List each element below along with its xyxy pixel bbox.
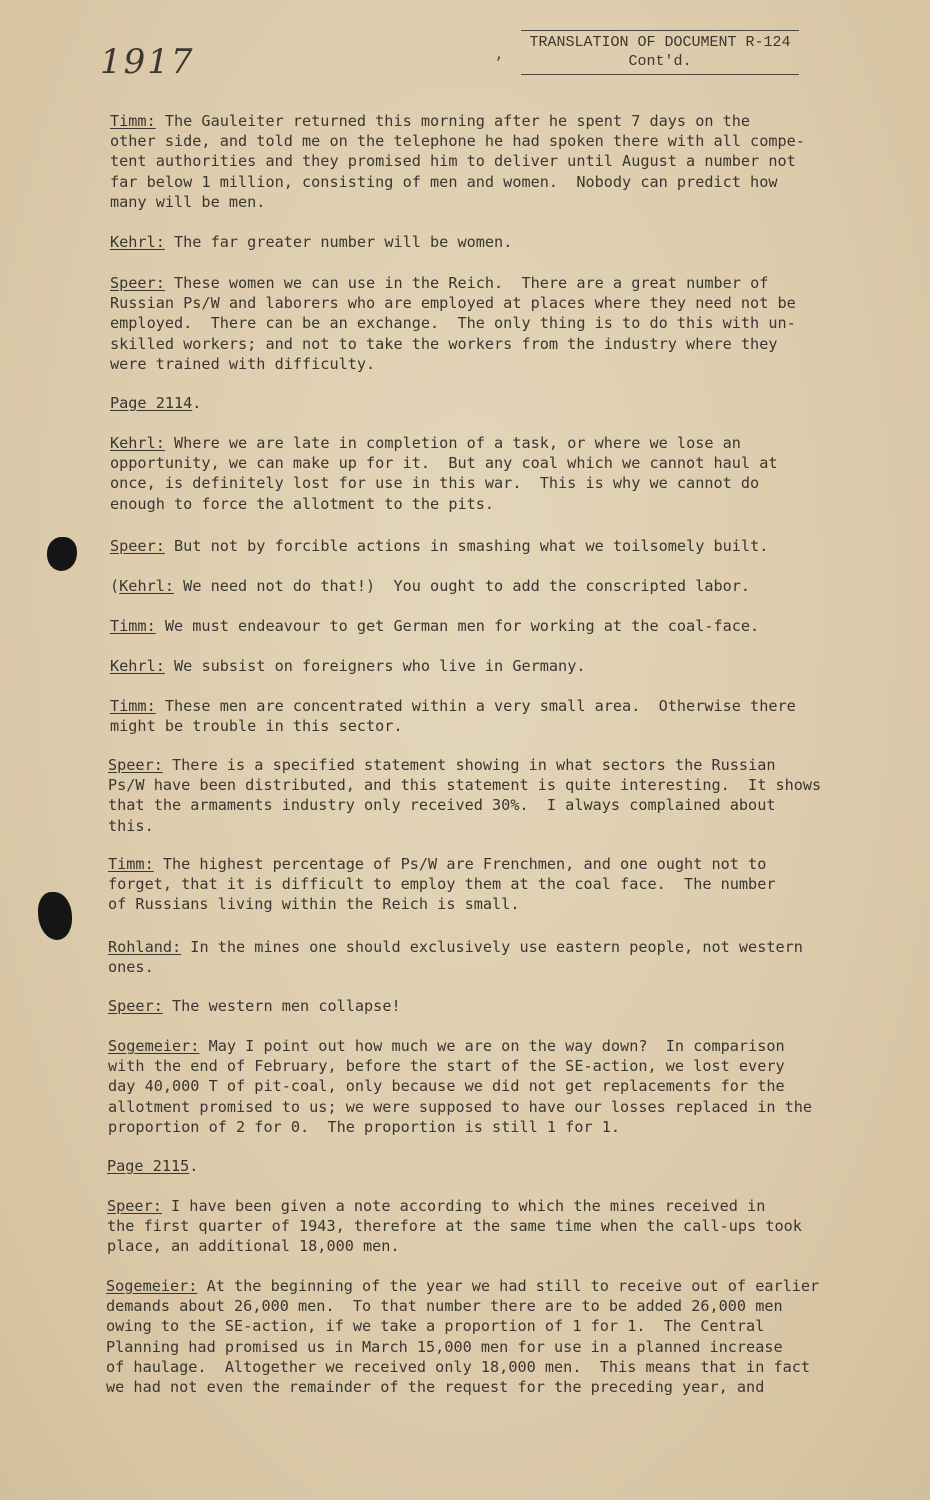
transcript-paragraph bbox=[108, 854, 776, 915]
line-text: with the end of February, before the start of the SE-action, we lost every bbox=[108, 1057, 785, 1076]
line-text: The far greater number will be women. bbox=[164, 233, 513, 251]
paragraph-line bbox=[108, 795, 821, 815]
paragraph-line bbox=[110, 716, 796, 736]
line-text: once, is definitely lost for use in this war. This is why we cannot do bbox=[110, 474, 760, 493]
paragraph-line bbox=[110, 576, 750, 596]
paragraph-line bbox=[108, 957, 803, 977]
line-text: other side, and told me on the telephone he had spoken there with all compe- bbox=[110, 132, 805, 151]
transcript-paragraph bbox=[110, 536, 768, 556]
line-text: allotment promised to us; we were supposed to have our losses replaced in the bbox=[108, 1097, 813, 1116]
paragraph-line bbox=[110, 273, 796, 293]
paragraph-line bbox=[108, 1097, 812, 1117]
line-text: Where we are late in completion of a task, or where we lose an bbox=[164, 434, 741, 452]
transcript-paragraph bbox=[110, 232, 512, 252]
transcript-paragraph bbox=[108, 937, 803, 977]
speaker-name: Kehrl: bbox=[119, 577, 175, 595]
line-text: Ps/W have been distributed, and this statement is quite interesting. It shows bbox=[108, 776, 822, 795]
line-text: place, an additional 18,000 men. bbox=[107, 1237, 400, 1256]
speaker-name: Timm: bbox=[110, 112, 156, 130]
paragraph-line bbox=[110, 656, 585, 676]
transcript-paragraph bbox=[108, 755, 821, 836]
paragraph-line bbox=[110, 192, 805, 212]
transcript-paragraph bbox=[110, 273, 796, 374]
paragraph-line bbox=[110, 473, 778, 493]
speaker-name: Speer: bbox=[108, 997, 163, 1015]
header-subtitle: Cont'd. bbox=[628, 53, 692, 70]
ink-mark: , bbox=[494, 44, 504, 63]
transcript-paragraph bbox=[110, 433, 778, 514]
line-text: The Gauleiter returned this morning after he spent 7 days on the bbox=[155, 112, 751, 130]
transcript-paragraph bbox=[107, 1156, 198, 1176]
line-text: I have been given a note according to which the mines received in bbox=[161, 1197, 766, 1215]
line-text: employed. There can be an exchange. The only thing is to do this with un- bbox=[110, 314, 796, 333]
line-text: . bbox=[189, 1157, 199, 1175]
transcript-paragraph bbox=[110, 111, 805, 212]
paragraph-line bbox=[110, 111, 805, 131]
transcript-paragraph bbox=[110, 393, 201, 413]
paragraph-line bbox=[106, 1276, 819, 1296]
line-text: tent authorities and they promised him to deliver until August a number not bbox=[110, 152, 796, 171]
paragraph-line bbox=[108, 775, 821, 795]
paragraph-line bbox=[107, 1156, 198, 1176]
paragraph-line bbox=[108, 874, 776, 894]
line-text: we had not even the remainder of the request for the preceding year, and bbox=[106, 1378, 765, 1397]
line-text: These women we can use in the Reich. There are a great number of bbox=[164, 274, 769, 292]
transcript-paragraph bbox=[107, 1196, 802, 1257]
line-text: this. bbox=[108, 816, 154, 835]
speaker-name: Speer: bbox=[110, 274, 165, 292]
paragraph-line bbox=[107, 1196, 802, 1216]
line-text: skilled workers; and not to take the workers from the industry where they bbox=[110, 334, 778, 353]
speaker-name: Rohland: bbox=[108, 938, 182, 956]
paragraph-line bbox=[108, 1036, 812, 1056]
line-text: opportunity, we can make up for it. But any coal which we cannot haul at bbox=[110, 454, 778, 473]
line-text: But not by forcible actions in smashing what we toilsomely built. bbox=[164, 537, 769, 555]
speaker-name: Timm: bbox=[108, 855, 154, 873]
paragraph-line bbox=[106, 1316, 819, 1336]
paragraph-line bbox=[110, 232, 512, 252]
speaker-name: Kehrl: bbox=[110, 233, 165, 251]
line-text: of Russians living within the Reich is small. bbox=[108, 895, 520, 914]
punch-hole bbox=[38, 892, 72, 940]
line-text: day 40,000 T of pit-coal, only because we did not get replacements for the bbox=[108, 1077, 785, 1096]
paragraph-line bbox=[108, 816, 821, 836]
handwritten-page-number: 1917 bbox=[100, 42, 195, 82]
paragraph-line bbox=[108, 1117, 812, 1137]
paren-prefix: ( bbox=[110, 577, 120, 595]
transcript-paragraph bbox=[106, 1276, 819, 1397]
line-text: Russian Ps/W and laborers who are employed at places where they need not be bbox=[110, 294, 796, 313]
line-text: of haulage. Altogether we received only 18,000 men. This means that in fact bbox=[106, 1357, 811, 1376]
line-text: There is a specified statement showing in what sectors the Russian bbox=[162, 756, 776, 774]
transcript-paragraph bbox=[110, 576, 750, 596]
line-text: many will be men. bbox=[110, 192, 266, 211]
paragraph-line bbox=[106, 1296, 819, 1316]
line-text: We subsist on foreigners who live in Germany. bbox=[164, 657, 586, 675]
line-text: We must endeavour to get German men for working at the coal-face. bbox=[155, 617, 760, 635]
paragraph-line bbox=[110, 151, 805, 171]
speaker-name: Kehrl: bbox=[110, 434, 165, 452]
line-text: owing to the SE-action, if we take a proportion of 1 for 1. The Central bbox=[106, 1317, 765, 1336]
paragraph-line bbox=[108, 755, 821, 775]
line-text: ones. bbox=[108, 958, 154, 977]
paragraph-line bbox=[107, 1216, 802, 1236]
line-text: The highest percentage of Ps/W are Frenchmen, and one ought not to bbox=[153, 855, 767, 873]
line-text: demands about 26,000 men. To that number there are to be added 26,000 men bbox=[106, 1297, 783, 1316]
line-text: enough to force the allotment to the pits. bbox=[110, 494, 495, 513]
paragraph-line bbox=[106, 1377, 819, 1397]
line-text: far below 1 million, consisting of men and women. Nobody can predict how bbox=[110, 172, 778, 191]
speaker-name: Speer: bbox=[110, 537, 165, 555]
line-text: . bbox=[192, 394, 202, 412]
paragraph-line bbox=[110, 313, 796, 333]
line-text: forget, that it is difficult to employ them at the coal face. The number bbox=[108, 875, 776, 894]
paragraph-line bbox=[110, 354, 796, 374]
line-text: the first quarter of 1943, therefore at the same time when the call-ups took bbox=[107, 1217, 802, 1236]
line-text: Planning had promised us in March 15,000 men for use in a planned increase bbox=[106, 1337, 783, 1356]
line-text: proportion of 2 for 0. The proportion is still 1 for 1. bbox=[108, 1117, 621, 1136]
header-title: TRANSLATION OF DOCUMENT R-124 bbox=[529, 34, 791, 51]
page-reference: Page 2115 bbox=[107, 1157, 190, 1175]
punch-hole bbox=[47, 537, 77, 571]
line-text: At the beginning of the year we had still to receive out of earlier bbox=[197, 1277, 820, 1295]
paragraph-line bbox=[110, 453, 778, 473]
speaker-name: Kehrl: bbox=[110, 657, 165, 675]
line-text: were trained with difficulty. bbox=[110, 354, 376, 373]
line-text: might be trouble in this sector. bbox=[110, 717, 403, 736]
paragraph-line bbox=[108, 1056, 812, 1076]
paragraph-line bbox=[110, 494, 778, 514]
page-reference: Page 2114 bbox=[110, 394, 193, 412]
speaker-name: Timm: bbox=[110, 617, 156, 635]
line-text: In the mines one should exclusively use eastern people, not western bbox=[181, 938, 803, 956]
speaker-name: Speer: bbox=[108, 756, 163, 774]
transcript-paragraph bbox=[108, 1036, 812, 1137]
paragraph-line bbox=[108, 937, 803, 957]
transcript-paragraph bbox=[108, 996, 401, 1016]
paragraph-line bbox=[110, 616, 759, 636]
paragraph-line bbox=[108, 996, 401, 1016]
line-text: that the armaments industry only received 30%. I always complained about bbox=[108, 796, 776, 815]
paragraph-line bbox=[110, 393, 201, 413]
line-text: We need not do that!) You ought to add the conscripted labor. bbox=[174, 577, 751, 595]
paragraph-line bbox=[106, 1357, 819, 1377]
line-text: May I point out how much we are on the way down? In comparison bbox=[199, 1037, 785, 1055]
speaker-name: Speer: bbox=[107, 1197, 162, 1215]
paragraph-line bbox=[110, 696, 796, 716]
speaker-name: Timm: bbox=[110, 697, 156, 715]
speaker-name: Sogemeier: bbox=[106, 1277, 198, 1295]
transcript-paragraph bbox=[110, 696, 796, 736]
paragraph-line bbox=[110, 536, 768, 556]
paragraph-line bbox=[110, 131, 805, 151]
transcript-paragraph bbox=[110, 656, 585, 676]
paragraph-line bbox=[108, 894, 776, 914]
paragraph-line bbox=[110, 293, 796, 313]
transcript-paragraph bbox=[110, 616, 759, 636]
paragraph-line bbox=[110, 433, 778, 453]
paragraph-line bbox=[110, 334, 796, 354]
document-header bbox=[521, 30, 799, 75]
speaker-name: Sogemeier: bbox=[108, 1037, 200, 1055]
paragraph-line bbox=[108, 1076, 812, 1096]
paragraph-line bbox=[108, 854, 776, 874]
paragraph-line bbox=[110, 172, 805, 192]
paragraph-line bbox=[107, 1236, 802, 1256]
line-text: The western men collapse! bbox=[162, 997, 401, 1015]
paragraph-line bbox=[106, 1337, 819, 1357]
line-text: These men are concentrated within a very small area. Otherwise there bbox=[155, 697, 796, 715]
